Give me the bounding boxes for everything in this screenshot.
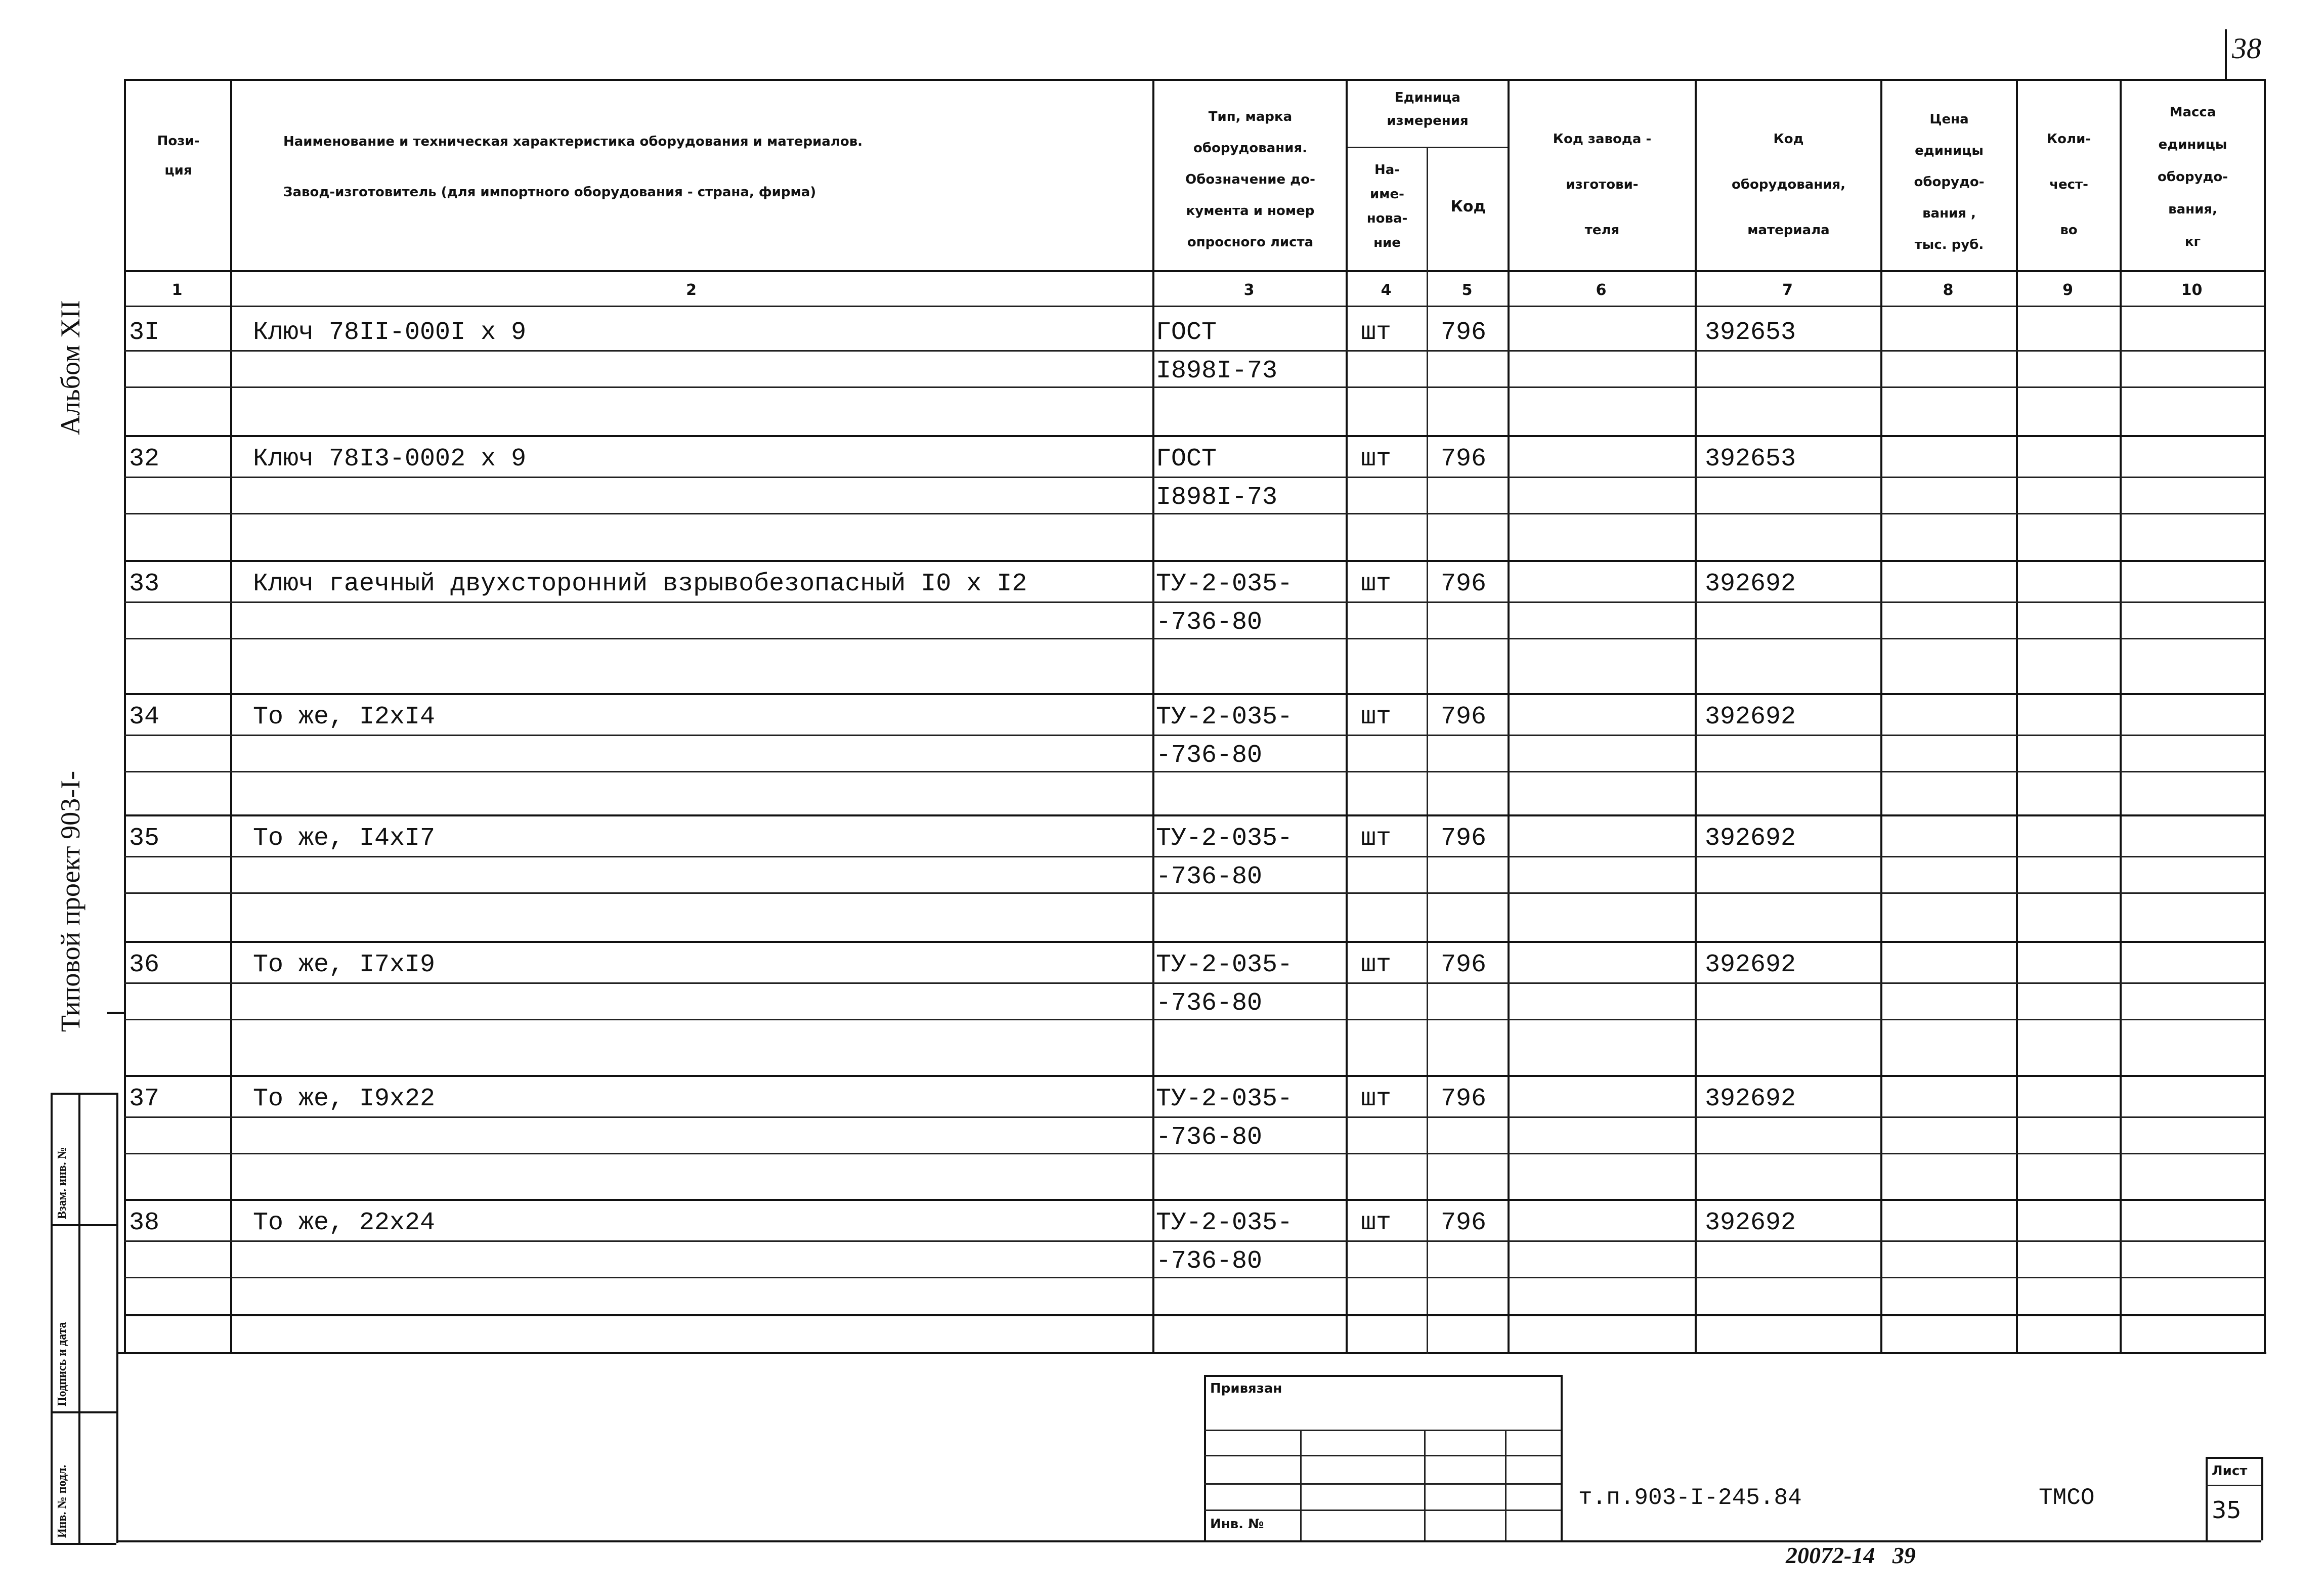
- row-material-code: 392653: [1705, 445, 1796, 473]
- row-doc-line1: ТУ-2-035-: [1156, 1209, 1293, 1237]
- row-doc-line2: -736-80: [1156, 989, 1263, 1018]
- footer-numbers: 20072-14 39: [1786, 1542, 1916, 1568]
- sheet-number: 35: [2212, 1496, 2242, 1524]
- header-price: Цена единицы оборудо- вания , тыс. руб.: [1914, 112, 1985, 252]
- row-material-code: 392692: [1705, 570, 1796, 598]
- column-number-10: 10: [2181, 281, 2203, 299]
- row-position: 32: [129, 445, 160, 473]
- row-unit-code: 796: [1441, 1085, 1487, 1113]
- row-position: 3I: [129, 318, 160, 347]
- row-unit: шт: [1361, 1209, 1392, 1237]
- row-material-code: 392692: [1705, 1085, 1796, 1113]
- inv-no-label: Инв. №: [1210, 1517, 1264, 1532]
- row-doc-line1: ТУ-2-035-: [1156, 951, 1293, 979]
- column-number-5: 5: [1461, 281, 1473, 299]
- form-code: ТМСО: [2039, 1485, 2095, 1511]
- row-position: 38: [129, 1209, 160, 1237]
- row-doc-line2: -736-80: [1156, 1247, 1263, 1276]
- header-unit-name: На- име- нова- ние: [1366, 162, 1408, 250]
- row-doc-line2: -736-80: [1156, 863, 1263, 891]
- row-doc-line1: ТУ-2-035-: [1156, 570, 1293, 598]
- header-name: Наименование и техническая характеристика оборудования и материалов. Завод-изготовитель (для импортного оборудования - страна, фирма): [283, 134, 863, 200]
- row-unit-code: 796: [1441, 824, 1487, 853]
- row-name: То же, I4хI7: [253, 824, 436, 853]
- column-number-6: 6: [1596, 281, 1607, 299]
- sheet-label: Лист: [2212, 1463, 2248, 1479]
- column-number-8: 8: [1943, 281, 1954, 299]
- row-name: Ключ 78I3-0002 х 9: [253, 445, 527, 473]
- row-unit-code: 796: [1441, 703, 1487, 731]
- row-unit: шт: [1361, 1085, 1392, 1113]
- header-maker-code: Код завода - изготови- теля: [1553, 132, 1652, 238]
- row-name: То же, 22х24: [253, 1209, 436, 1237]
- row-position: 35: [129, 824, 160, 853]
- row-doc-line2: I898I-73: [1156, 357, 1278, 385]
- row-doc-line2: -736-80: [1156, 741, 1263, 770]
- row-doc-line1: ГОСТ: [1156, 445, 1217, 473]
- column-number-3: 3: [1243, 281, 1255, 299]
- row-material-code: 392692: [1705, 824, 1796, 853]
- sign-date-label: Подпись и дата: [56, 1322, 69, 1406]
- column-number-4: 4: [1381, 281, 1392, 299]
- privyazan-label: Привязан: [1210, 1381, 1282, 1396]
- row-name: То же, I7хI9: [253, 951, 436, 979]
- row-material-code: 392653: [1705, 318, 1796, 347]
- column-number-7: 7: [1782, 281, 1793, 299]
- header-position: Пози- ция: [157, 134, 200, 178]
- header-type: Тип, марка оборудования. Обозначение до- кумента и номер опросного листа: [1185, 109, 1315, 250]
- header-material-code: Код оборудования, материала: [1731, 132, 1846, 238]
- vzam-inv-label: Взам. инв. №: [56, 1147, 69, 1219]
- inv-no-podl-label: Инв. № подл.: [56, 1464, 69, 1538]
- row-doc-line1: ГОСТ: [1156, 318, 1217, 347]
- column-number-2: 2: [686, 281, 697, 299]
- row-unit-code: 796: [1441, 570, 1487, 598]
- row-unit: шт: [1361, 445, 1392, 473]
- project-label: Типовой проект 903-I-: [55, 770, 85, 1032]
- row-unit-code: 796: [1441, 951, 1487, 979]
- row-doc-line1: ТУ-2-035-: [1156, 824, 1293, 853]
- row-position: 37: [129, 1085, 160, 1113]
- header-mass: Масса единицы оборудо- вания, кг: [2157, 105, 2228, 249]
- row-unit: шт: [1361, 318, 1392, 347]
- row-unit: шт: [1361, 703, 1392, 731]
- sheet-corner-number: 38: [2232, 32, 2261, 65]
- row-unit-code: 796: [1441, 1209, 1487, 1237]
- column-number-1: 1: [171, 281, 183, 299]
- row-unit: шт: [1361, 824, 1392, 853]
- document-code: т.п.903-I-245.84: [1578, 1485, 1802, 1511]
- row-material-code: 392692: [1705, 703, 1796, 731]
- row-position: 33: [129, 570, 160, 598]
- header-unit-title: Единица измерения: [1387, 90, 1469, 128]
- row-doc-line2: -736-80: [1156, 1123, 1263, 1152]
- row-name: Ключ 78II-000I х 9: [253, 318, 527, 347]
- row-doc-line2: I898I-73: [1156, 483, 1278, 512]
- row-doc-line1: ТУ-2-035-: [1156, 1085, 1293, 1113]
- header-unit-code: Код: [1450, 198, 1486, 215]
- column-number-9: 9: [2062, 281, 2073, 299]
- row-material-code: 392692: [1705, 951, 1796, 979]
- row-unit-code: 796: [1441, 445, 1487, 473]
- row-position: 34: [129, 703, 160, 731]
- row-name: То же, I2хI4: [253, 703, 436, 731]
- row-doc-line2: -736-80: [1156, 608, 1263, 637]
- header-quantity: Коли- чест- во: [2046, 132, 2091, 238]
- row-doc-line1: ТУ-2-035-: [1156, 703, 1293, 731]
- row-material-code: 392692: [1705, 1209, 1796, 1237]
- row-unit: шт: [1361, 570, 1392, 598]
- row-position: 36: [129, 951, 160, 979]
- row-unit: шт: [1361, 951, 1392, 979]
- row-unit-code: 796: [1441, 318, 1487, 347]
- row-name: То же, I9х22: [253, 1085, 436, 1113]
- row-name: Ключ гаечный двухсторонний взрывобезопасный I0 х I2: [253, 570, 1027, 598]
- album-label: Альбом XII: [55, 300, 85, 435]
